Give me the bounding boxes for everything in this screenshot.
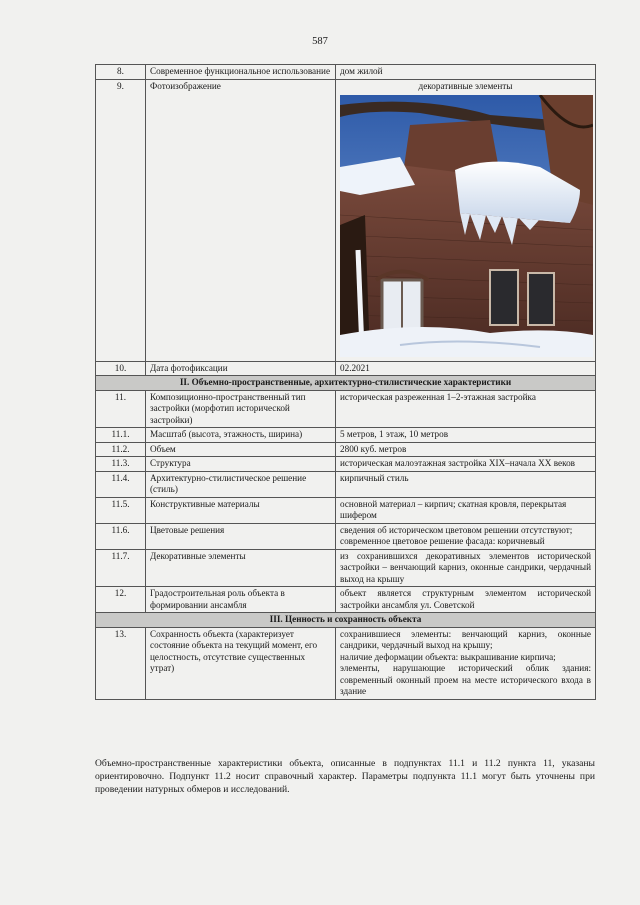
- row-label: Сохранность объекта (характеризует состояние объекта на текущий момент, его целостность, отсутствие существенных утрат): [146, 627, 336, 699]
- table-row: [96, 457, 596, 472]
- section-header: [96, 376, 596, 391]
- value-line: современное цветовое решение фасада: коричневый: [340, 536, 545, 546]
- row-label: Масштаб (высота, этажность, ширина): [146, 428, 336, 443]
- row-value: [336, 523, 596, 549]
- row-label: Цветовые решения: [146, 523, 336, 549]
- row-value: кирпичный стиль: [336, 471, 596, 497]
- row-label: Структура: [146, 457, 336, 472]
- row-number: 12.: [96, 587, 146, 613]
- row-label: Дата фотофиксации: [146, 361, 336, 376]
- footnote: Объемно-пространственные характеристики объекта, описанные в подпунктах 11.1 и 11.2 пункта 11, указаны ориентировочно. Подпункт 11.2 носит справочный характер. Параметры подпункта 11.1 могут быть уточнены при проведении натурных обмеров и исследований.: [95, 758, 595, 796]
- value-line: сведения об историческом цветовом решении отсутствуют;: [340, 524, 573, 535]
- table-row: [96, 442, 596, 457]
- table-row: [96, 549, 596, 587]
- table-row: [96, 471, 596, 497]
- value-line: наличие деформации объекта: выкрашивание кирпича;: [340, 651, 556, 662]
- row-label: Композиционно-пространственный тип застройки (морфотип исторической застройки): [146, 390, 336, 428]
- table-row: [96, 627, 596, 699]
- table-row: [96, 390, 596, 428]
- row-label: Фотоизображение: [146, 79, 336, 361]
- row-value: объект является структурным элементом исторической застройки ансамбля ул. Советской: [336, 587, 596, 613]
- row-value: дом жилой: [336, 65, 596, 80]
- table-row: [96, 361, 596, 376]
- building-photo-image: [340, 95, 593, 357]
- table-row: [96, 428, 596, 443]
- table-row: [96, 587, 596, 613]
- photo-caption: декоративные элементы: [418, 80, 513, 91]
- value-line: элементы, нарушающие исторический облик здания: современный оконный проем на месте исторического входа в здание: [340, 663, 591, 696]
- row-label: Архитектурно-стилистическое решение (стиль): [146, 471, 336, 497]
- row-number: 11.2.: [96, 442, 146, 457]
- row-value: историческая разреженная 1–2-этажная застройка: [336, 390, 596, 428]
- table-row: [96, 497, 596, 523]
- row-value: основной материал – кирпич; скатная кровля, перекрытая шифером: [336, 497, 596, 523]
- row-label: Декоративные элементы: [146, 549, 336, 587]
- row-number: 11.3.: [96, 457, 146, 472]
- row-value: 2800 куб. метров: [336, 442, 596, 457]
- row-number: 8.: [96, 65, 146, 80]
- row-number: 9.: [96, 79, 146, 361]
- row-value: историческая малоэтажная застройка XIX–начала XX веков: [336, 457, 596, 472]
- page-number: 587: [312, 36, 328, 47]
- row-label: Современное функциональное использование: [146, 65, 336, 80]
- row-value: 02.2021: [336, 361, 596, 376]
- table-row: [96, 523, 596, 549]
- table-row: [96, 65, 596, 80]
- section-header: [96, 613, 596, 628]
- row-number: 11.6.: [96, 523, 146, 549]
- table-row: [96, 79, 596, 361]
- row-number: 11.1.: [96, 428, 146, 443]
- row-value: [336, 627, 596, 699]
- row-number: 10.: [96, 361, 146, 376]
- row-value: из сохранившихся декоративных элементов исторической застройки – венчающий карниз, оконные сандрики, чердачный выход на крышу: [336, 549, 596, 587]
- row-number: 11.4.: [96, 471, 146, 497]
- row-label: Градостроительная роль объекта в формировании ансамбля: [146, 587, 336, 613]
- row-label: Объем: [146, 442, 336, 457]
- object-characteristics-table: [95, 64, 596, 700]
- row-number: 13.: [96, 627, 146, 699]
- row-value: 5 метров, 1 этаж, 10 метров: [336, 428, 596, 443]
- row-number: 11.: [96, 390, 146, 428]
- section-title: III. Ценность и сохранность объекта: [96, 613, 596, 628]
- photo-cell: [336, 79, 596, 361]
- section-title: II. Объемно-пространственные, архитектурно-стилистические характеристики: [96, 376, 596, 391]
- row-label: Конструктивные материалы: [146, 497, 336, 523]
- building-photo: [340, 95, 593, 357]
- value-line: сохранившиеся элементы: венчающий карниз, оконные сандрики, чердачный выход на крышу;: [340, 628, 591, 650]
- row-number: 11.5.: [96, 497, 146, 523]
- row-number: 11.7.: [96, 549, 146, 587]
